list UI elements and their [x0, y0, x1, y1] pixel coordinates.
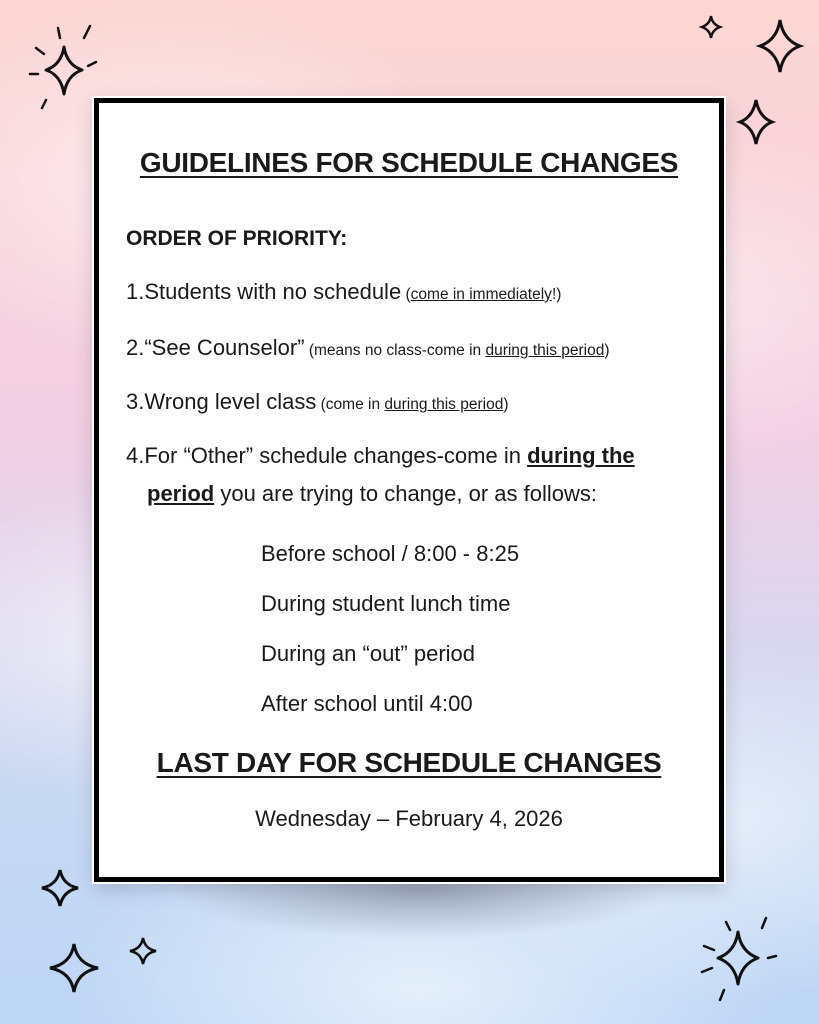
sparkle-icon — [692, 910, 782, 1006]
sparkle-icon — [698, 12, 724, 42]
priority-item-3: 3.Wrong level class (come in during this period) — [126, 389, 509, 414]
sparkle-icon — [38, 866, 82, 910]
sparkle-icon — [126, 934, 160, 968]
time-option: During student lunch time — [261, 591, 511, 616]
time-option: During an “out” period — [261, 641, 476, 666]
sparkle-icon — [736, 96, 776, 148]
last-day-heading: LAST DAY FOR SCHEDULE CHANGES — [156, 747, 662, 778]
priority-item-2: 2.“See Counselor” (means no class-come in during this period) — [126, 335, 610, 360]
priority-item-4: 4.For “Other” schedule changes-come in during the period you are trying to change, or as follows: — [126, 443, 635, 506]
last-day-date: Wednesday – February 4, 2026 — [255, 806, 563, 831]
sparkle-icon — [756, 16, 804, 76]
sparkle-icon — [46, 940, 102, 996]
page-title: GUIDELINES FOR SCHEDULE CHANGES — [139, 147, 679, 178]
sparkle-icon — [24, 22, 104, 112]
priority-heading: ORDER OF PRIORITY: — [126, 227, 348, 250]
time-option: Before school / 8:00 - 8:25 — [261, 541, 520, 566]
time-option: After school until 4:00 — [261, 691, 473, 716]
guidelines-sheet — [94, 98, 724, 882]
priority-item-1: 1.Students with no schedule (come in immediately!) — [126, 279, 562, 304]
